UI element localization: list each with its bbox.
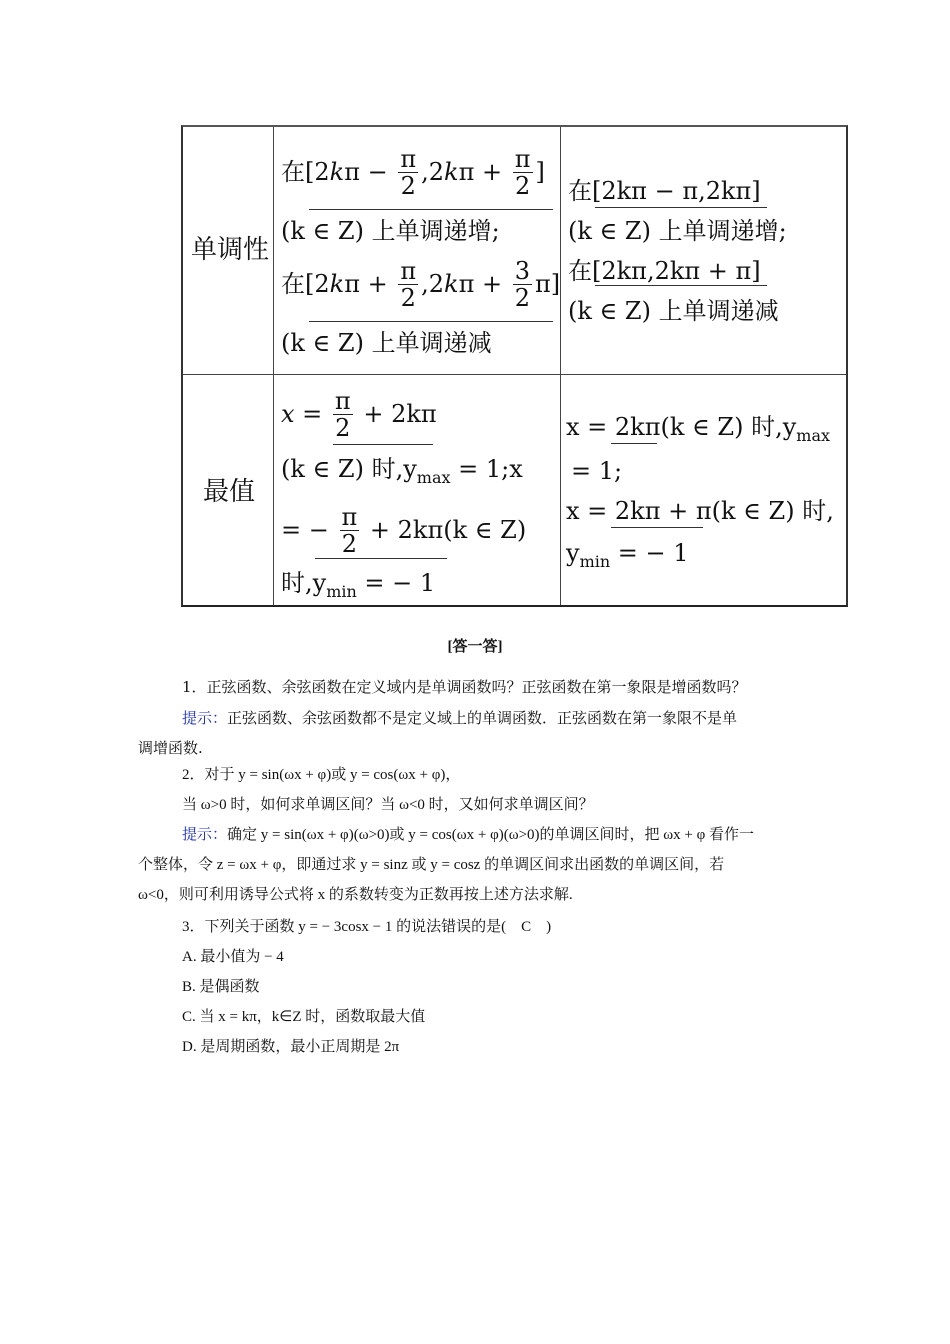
- question-3: 3．下列关于函数 y = − 3cosx − 1 的说法错误的是( C ) A. 最小值为 − 4 B. 是偶函数 C. 当 x = kπ，k∈Z 时，函数取最大值 D. 是周期函数，最小正周期是 2π: [138, 912, 818, 1062]
- sine-max-point: x = $\frac{\pi}{2}$ + 2kπ: [281, 387, 437, 443]
- sine-decrease-interval: 在[2kπ + $\frac{\pi}{2}$ ,2kπ + $\frac{3}{2}$ π]: [281, 257, 561, 313]
- cosine-max-value: = 1;: [571, 457, 623, 485]
- underline: [309, 209, 553, 210]
- cosine-decrease-condition: (k ∈ Z) 上单调递减: [568, 297, 779, 325]
- section-heading: [答一答]: [447, 639, 503, 655]
- cosine-increase-interval: 在[2kπ − π,2kπ]: [568, 177, 761, 205]
- col-divider-1: [273, 127, 274, 605]
- label-extrema: 最值: [203, 477, 256, 507]
- answer-2: 提示：确定 y = sin(ωx + φ)(ω>0)或 y = cos(ωx + φ)(ω>0)的单调区间时，把 ωx + φ 看作一 个整体，令 z = ωx + φ，即通过求 y = sinz 或 y = cosz 的单调区间求出函数的单调区间，若 ω<0，则可利用诱导公式将 x 的系数转变为正数再按上述方法求解.: [138, 827, 755, 903]
- fraction-pi-over-2: $\frac{\pi}{2}$: [400, 145, 417, 201]
- col-divider-2: [560, 127, 561, 605]
- underline: [309, 321, 553, 322]
- option-c: C. 当 x = kπ，k∈Z 时，函数取最大值: [182, 1009, 426, 1025]
- underline: [595, 207, 767, 208]
- underline: [611, 443, 657, 444]
- answer-1: 提示：正弦函数、余弦函数都不是定义域上的单调函数．正弦函数在第一象限不是单 调增函数.: [138, 709, 738, 757]
- underline: [595, 285, 767, 286]
- underline: [333, 444, 433, 445]
- option-a: A. 最小值为 − 4: [182, 949, 284, 965]
- hint-label: 提示：: [182, 709, 228, 727]
- label-monotonicity: 单调性: [191, 235, 270, 265]
- sine-min-point: = − $\frac{\pi}{2}$ + 2kπ(k ∈ Z): [281, 503, 527, 559]
- question-2: 2．对于 y = sin(ωx + φ)或 y = cos(ωx + φ)， 当 ω>0 时，如何求单调区间？当 ω<0 时，又如何求单调区间？: [182, 767, 594, 813]
- cosine-max-point: x = 2kπ(k ∈ Z) 时$,y_{max}$: [566, 413, 831, 445]
- sine-max-value: (k ∈ Z) 时$,y_{max}$ = 1;x: [281, 455, 523, 487]
- cosine-min-point: x = 2kπ + π(k ∈ Z) 时,: [566, 497, 834, 525]
- row-divider: [183, 374, 846, 375]
- question-1: 1．正弦函数、余弦函数在定义域内是单调函数吗？正弦函数在第一象限是增函数吗？: [182, 678, 747, 696]
- cosine-min-value: $y_{min}$ = − 1: [566, 539, 689, 571]
- underline: [315, 558, 447, 559]
- cosine-increase-condition: (k ∈ Z) 上单调递增;: [568, 217, 787, 245]
- hint-label: 提示：: [182, 827, 228, 843]
- underline: [611, 527, 703, 528]
- cosine-decrease-interval: 在[2kπ,2kπ + π]: [568, 257, 761, 285]
- option-b: B. 是偶函数: [182, 979, 260, 995]
- property-table: [181, 125, 848, 607]
- sine-min-value: 时$,y_{min}$ = − 1: [281, 569, 436, 601]
- sine-increase-condition: (k ∈ Z) 上单调递增;: [281, 217, 500, 245]
- sine-decrease-condition: (k ∈ Z) 上单调递减: [281, 329, 492, 357]
- sine-increase-interval: 在[2kπ − $\frac{\pi}{2}$ ,2kπ + $\frac{\pi}{2}$ ]: [281, 145, 545, 201]
- option-d: D. 是周期函数，最小正周期是 2π: [182, 1039, 400, 1055]
